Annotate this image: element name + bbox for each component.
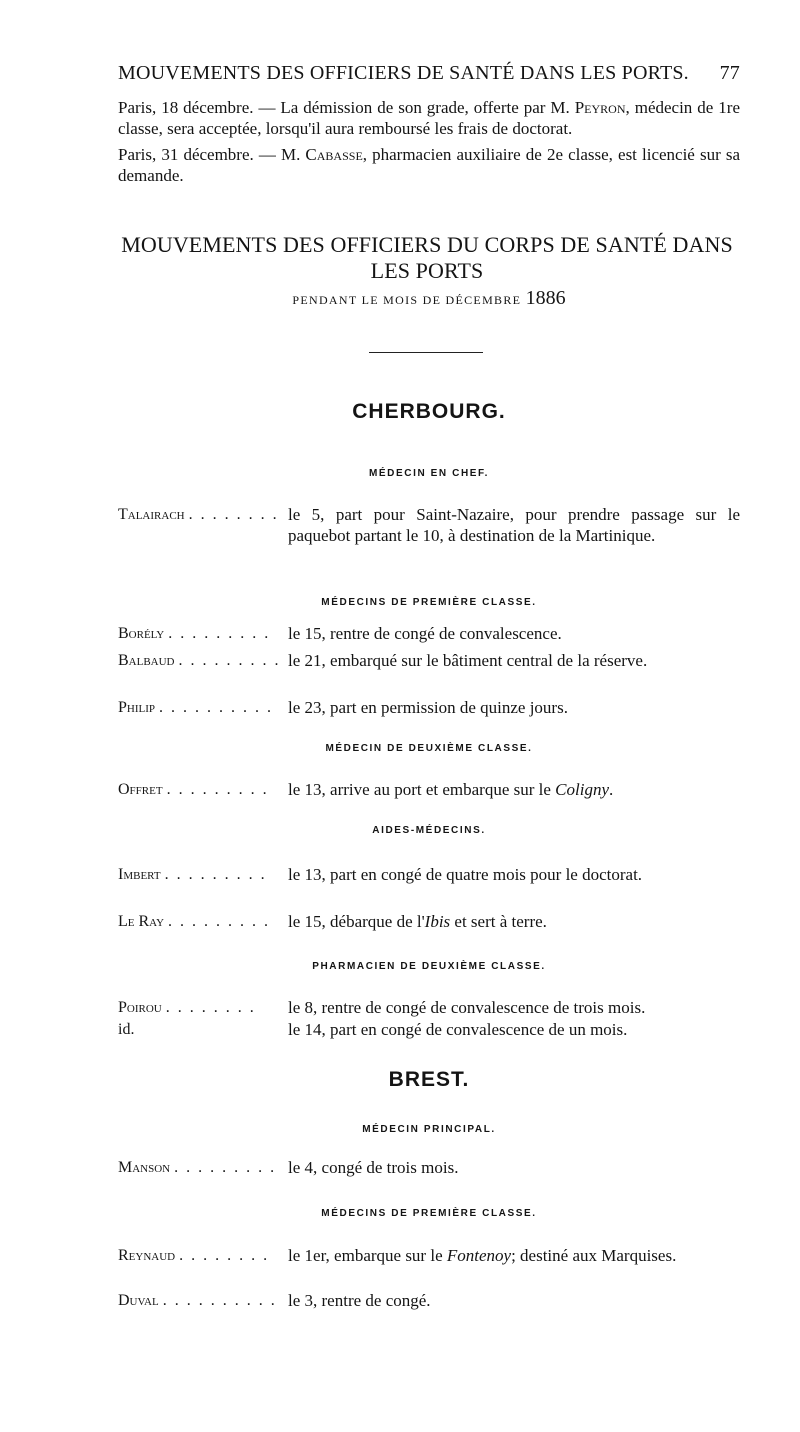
section-heading: MÉDECIN DE DEUXIÈME CLASSE.: [325, 743, 533, 754]
intro-paragraph: Paris, 18 décembre. — La démission de son grade, offerte par M. Peyron, médecin de 1re classe, sera acceptée, lorsqu'il aura remboursé les frais de doctorat.: [118, 98, 740, 138]
officer-name: Philip . . . . . . . . . .: [118, 699, 274, 716]
page-number: 77: [719, 62, 740, 84]
officer-name: Duval . . . . . . . . . .: [118, 1292, 277, 1309]
section-heading: PHARMACIEN DE DEUXIÈME CLASSE.: [312, 961, 546, 972]
running-head-title: MOUVEMENTS DES OFFICIERS DE SANTÉ DANS LES PORTS.: [118, 62, 689, 84]
port-heading: CHERBOURG.: [352, 400, 506, 423]
officer-name: Offret . . . . . . . . .: [118, 781, 269, 798]
running-head: [118, 62, 740, 85]
officer-name: Talairach . . . . . . . .: [118, 506, 279, 523]
person-name: Peyron: [574, 98, 626, 117]
ship-name: Ibis: [424, 912, 451, 931]
entry-description: le 5, part pour Saint-Nazaire, pour prendre passage sur le paquebot partant le 10, à destination de la Martinique.: [288, 505, 740, 545]
entry-description: le 21, embarqué sur le bâtiment central de la réserve.: [288, 651, 648, 670]
page-title: MOUVEMENTS DES OFFICIERS DU CORPS DE SANTÉ DANS LES PORTS: [121, 232, 733, 283]
entry-description: le 4, congé de trois mois.: [288, 1158, 459, 1177]
officer-name: Balbaud . . . . . . . . .: [118, 652, 281, 669]
subtitle-year: 1886: [525, 287, 566, 309]
entry-description: le 3, rentre de congé.: [288, 1291, 431, 1310]
entry-description: le 13, part en congé de quatre mois pour le doctorat.: [288, 865, 643, 884]
section-heading: MÉDECIN EN CHEF.: [368, 468, 490, 479]
section-heading: AIDES-MÉDECINS.: [372, 825, 486, 836]
port-heading: BREST.: [388, 1068, 470, 1091]
officer-name: Imbert . . . . . . . . .: [118, 866, 267, 883]
section-heading: MÉDECINS DE PREMIÈRE CLASSE.: [321, 597, 537, 608]
ship-name: Fontenoy: [446, 1246, 512, 1265]
entry-description: le 15, rentre de congé de convalescence.: [288, 624, 562, 643]
divider-rule: [369, 352, 483, 353]
intro-paragraph: Paris, 31 décembre. — M. Cabasse, pharmacien auxiliaire de 2e classe, est licencié sur sa demande.: [118, 145, 740, 185]
entry-description: le 13, arrive au port et embarque sur le Coligny.: [288, 780, 614, 799]
officer-name: Le Ray . . . . . . . . .: [118, 913, 271, 930]
officer-name: Reynaud . . . . . . . .: [118, 1247, 270, 1264]
officer-name: Manson . . . . . . . . .: [118, 1159, 277, 1176]
officer-name: Borély . . . . . . . . .: [118, 625, 271, 642]
entry-description: le 14, part en congé de convalescence de un mois.: [288, 1020, 628, 1039]
subtitle: PENDANT LE MOIS DE DÉCEMBRE 1886: [292, 287, 566, 309]
ship-name: Coligny: [555, 780, 610, 799]
officer-name: id.: [118, 1021, 135, 1038]
section-heading: MÉDECINS DE PREMIÈRE CLASSE.: [321, 1208, 537, 1219]
entry-description: le 23, part en permission de quinze jours.: [288, 698, 568, 717]
entry-description: le 8, rentre de congé de convalescence de trois mois.: [288, 998, 646, 1017]
entry-description: le 15, débarque de l'Ibis et sert à terre.: [288, 912, 547, 931]
person-name: Cabasse: [305, 145, 363, 164]
entry-description: le 1er, embarque sur le Fontenoy; destiné aux Marquises.: [288, 1246, 677, 1265]
section-heading: MÉDECIN PRINCIPAL.: [362, 1124, 496, 1135]
officer-name: Poirou . . . . . . . .: [118, 999, 256, 1016]
